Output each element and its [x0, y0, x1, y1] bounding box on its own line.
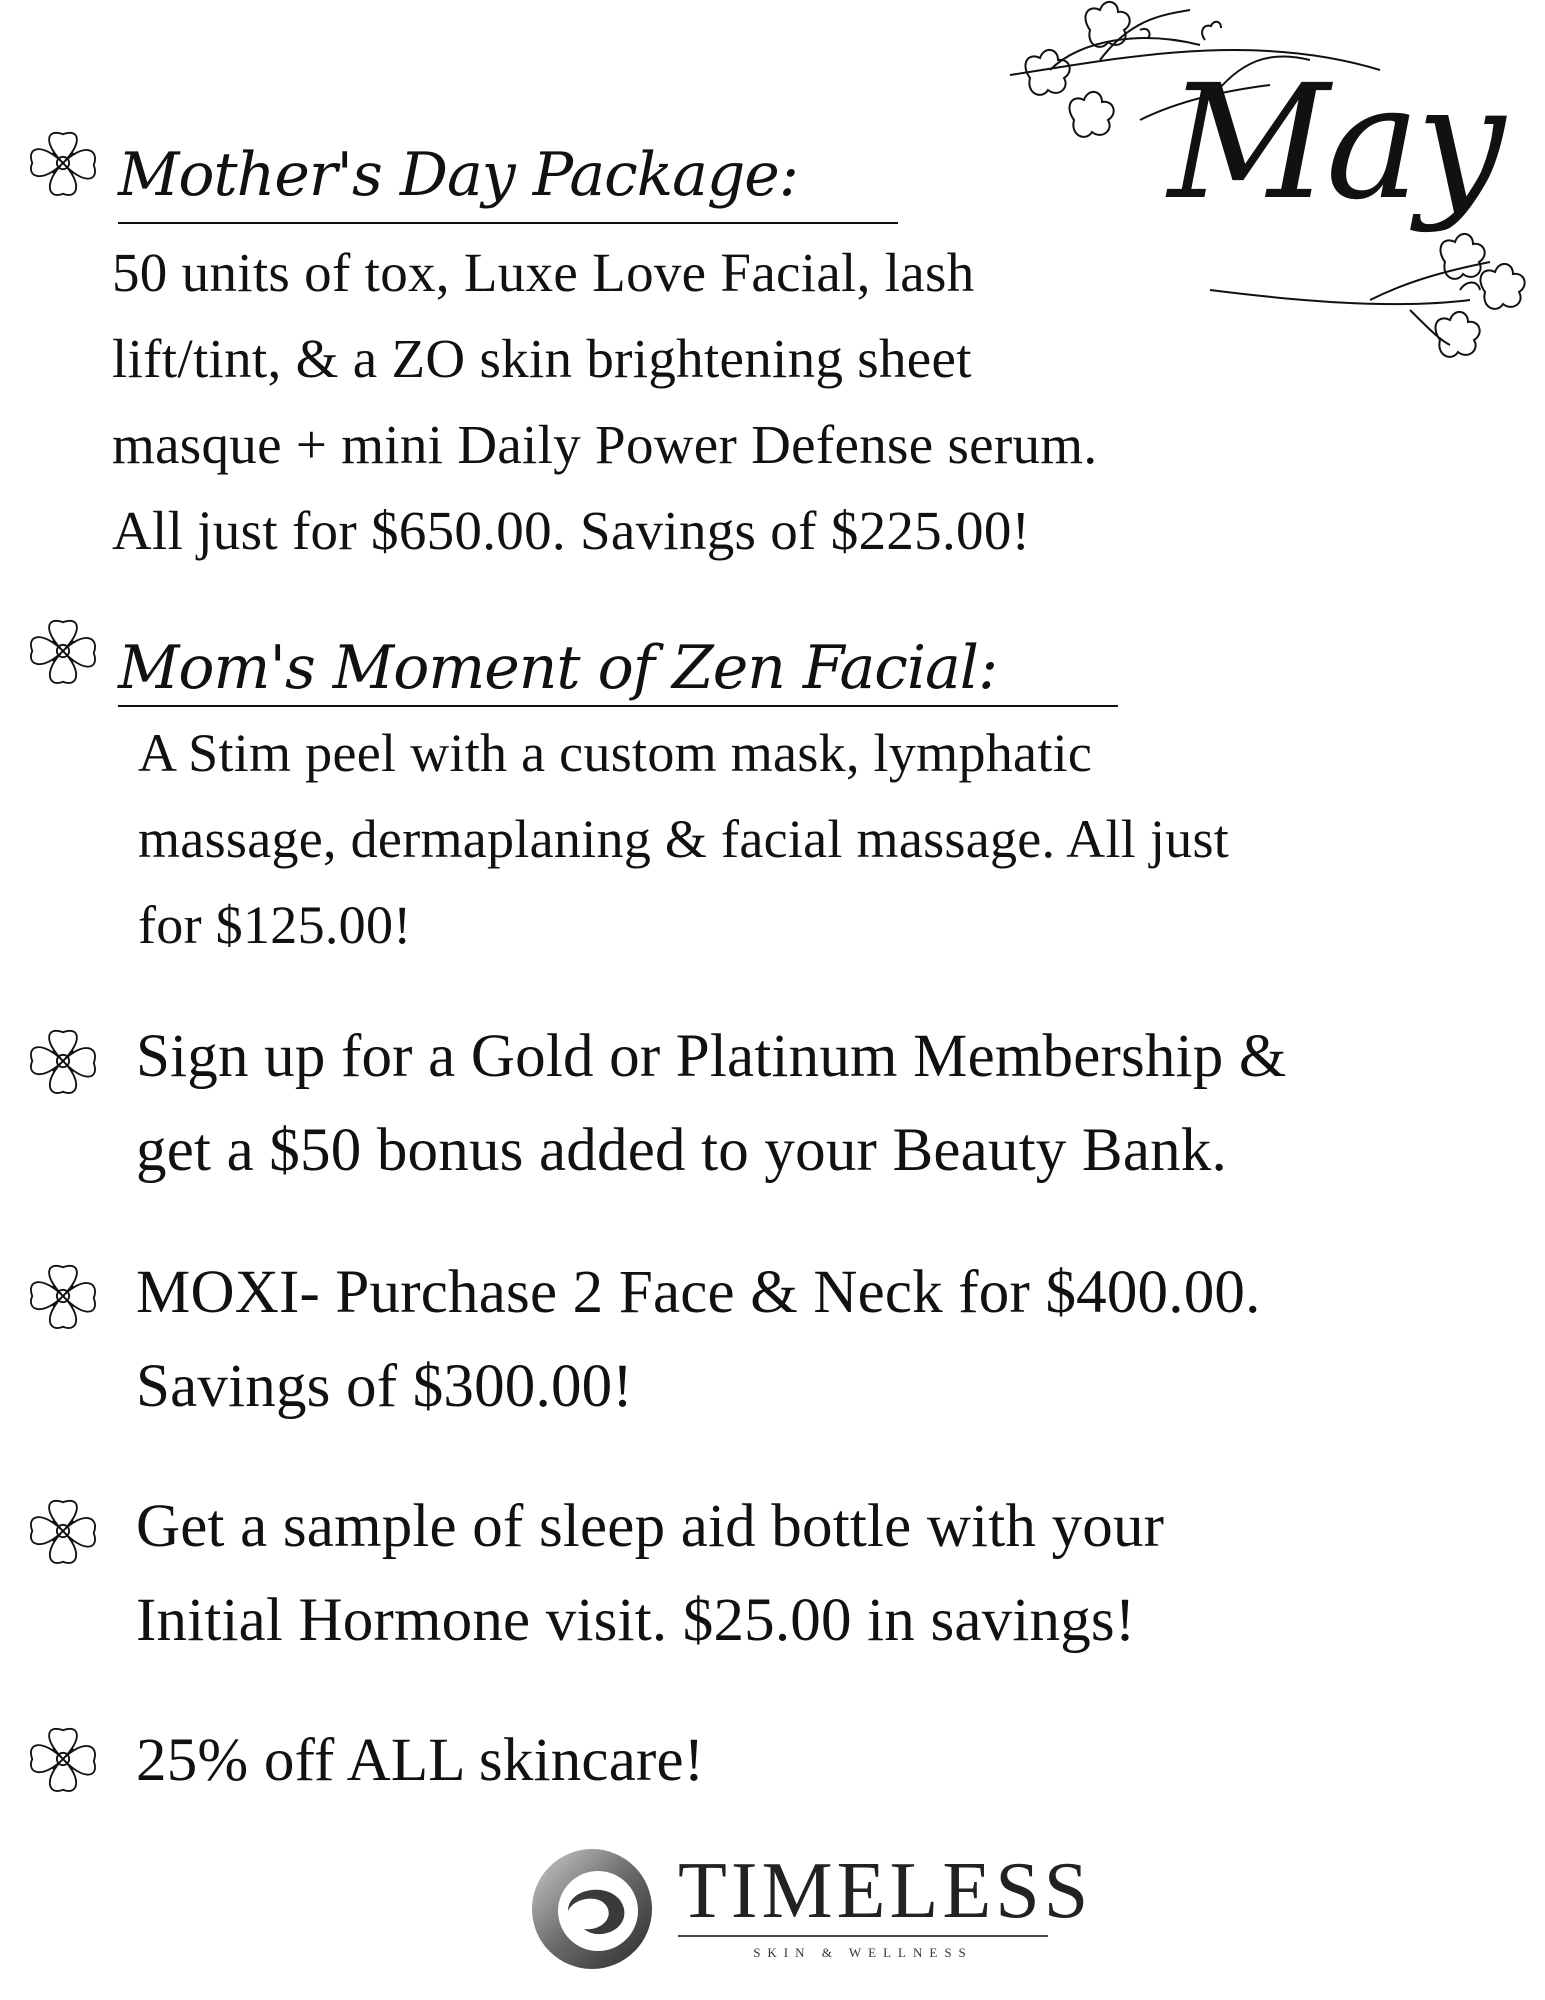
month-title: May: [1168, 51, 1502, 235]
body-line: All just for $650.00. Savings of $225.00!: [112, 500, 1031, 561]
body-line: 50 units of tox, Luxe Love Facial, lash: [112, 242, 975, 303]
logo-divider: [678, 1935, 1048, 1937]
body-line: Initial Hormone visit. $25.00 in savings!: [136, 1587, 1136, 1654]
body-line: for $125.00!: [138, 895, 412, 955]
section-title-underline: [118, 705, 1118, 707]
timeless-swirl-logo-icon: [528, 1845, 656, 1973]
flower-icon: [22, 610, 104, 692]
brand-logo: [528, 1845, 1093, 1975]
body-line: 25% off ALL skincare!: [136, 1727, 705, 1794]
body-line: Sign up for a Gold or Platinum Membership &: [136, 1023, 1287, 1090]
bullet-text: [136, 1714, 704, 1808]
section-title: Mother's Day Package:: [118, 140, 799, 210]
body-line: massage, dermaplaning & facial massage. All just: [138, 809, 1230, 869]
flower-icon: [22, 1490, 104, 1572]
section-title-underline: [118, 222, 898, 224]
body-line: Savings of $300.00!: [136, 1353, 633, 1420]
flower-icon: [22, 1020, 104, 1102]
bullet-text: [136, 1246, 1261, 1434]
body-line: get a $50 bonus added to your Beauty Bank.: [136, 1117, 1227, 1184]
logo-name: TIMELESS: [678, 1847, 1093, 1935]
body-line: masque + mini Daily Power Defense serum.: [112, 414, 1098, 475]
flower-icon: [22, 122, 104, 204]
body-line: lift/tint, & a ZO skin brightening sheet: [112, 328, 972, 389]
section-body: [112, 230, 1097, 574]
section-body: [138, 710, 1229, 968]
body-line: Get a sample of sleep aid bottle with your: [136, 1493, 1165, 1560]
flower-icon: [22, 1718, 104, 1800]
section-title: Mom's Moment of Zen Facial:: [118, 633, 998, 703]
bullet-text: [136, 1010, 1287, 1198]
flower-icon: [22, 1255, 104, 1337]
bullet-text: [136, 1480, 1164, 1668]
body-line: MOXI- Purchase 2 Face & Neck for $400.00.: [136, 1259, 1261, 1326]
body-line: A Stim peel with a custom mask, lymphatic: [138, 723, 1093, 783]
logo-tagline: SKIN & WELLNESS: [753, 1945, 973, 1960]
